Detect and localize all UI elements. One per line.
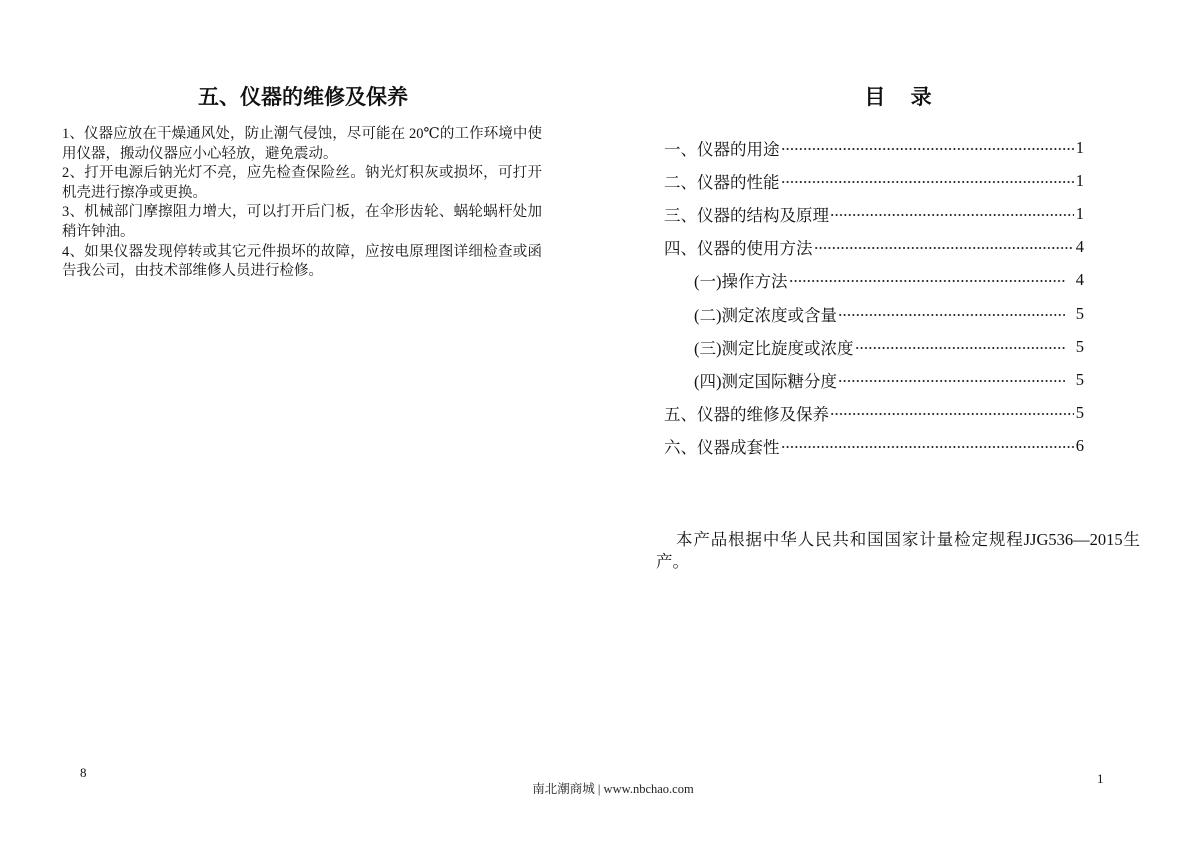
maintenance-item: 3、机械部门摩擦阻力增大，可以打开后门板，在伞形齿轮、蜗轮蜗杆处加稍许钟油。 — [62, 204, 542, 240]
toc-entry — [664, 164, 1084, 197]
toc-dot-leader — [838, 313, 1065, 317]
toc-dot-leader — [789, 279, 1066, 283]
toc-dot-leader — [781, 445, 1075, 449]
toc-title: 目 录 — [864, 85, 932, 109]
toc-entry-label: 三、仪器的结构及原理 — [664, 205, 829, 225]
toc-entry-page: 5 — [1075, 369, 1084, 389]
toc-dot-leader — [838, 379, 1065, 383]
table-of-contents — [664, 131, 1084, 463]
toc-entry — [664, 430, 1084, 463]
standard-note: 本产品根据中华人民共和国国家计量检定规程JJG536—2015生产。 — [656, 530, 1140, 571]
toc-dot-leader — [830, 412, 1074, 416]
toc-entry-label: 二、仪器的性能 — [664, 172, 780, 192]
toc-subentry — [664, 330, 1084, 363]
toc-entry-label: 五、仪器的维修及保养 — [664, 405, 829, 425]
toc-entry — [664, 231, 1084, 264]
toc-entry-page: 1 — [1075, 203, 1084, 223]
toc-entry-label: (二)测定浓度或含量 — [694, 305, 837, 325]
section-title: 五、仪器的维修及保养 — [198, 85, 408, 109]
toc-subentry — [664, 363, 1084, 396]
toc-entry-page: 4 — [1075, 270, 1084, 290]
toc-entry-label: 一、仪器的用途 — [664, 139, 780, 159]
maintenance-item: 4、如果仪器发现停转或其它元件损坏的故障，应按电原理图详细检查或函告我公司，由技术部维修人员进行检修。 — [62, 243, 542, 280]
toc-entry-label: (三)测定比旋度或浓度 — [694, 338, 854, 358]
toc-entry-page: 5 — [1075, 336, 1084, 356]
toc-entry-label: (四)测定国际糖分度 — [694, 371, 837, 391]
toc-entry-page: 5 — [1075, 303, 1084, 323]
toc-entry-label: 四、仪器的使用方法 — [664, 239, 813, 259]
toc-dot-leader — [814, 246, 1075, 250]
toc-entry-page: 4 — [1075, 237, 1084, 257]
toc-dot-leader — [781, 147, 1075, 151]
maintenance-list — [62, 125, 542, 282]
page-number-left: 8 — [80, 765, 87, 780]
toc-subentry — [664, 297, 1084, 330]
maintenance-item: 2、打开电源后钠光灯不亮，应先检查保险丝。钠光灯积灰或损坏，可打开机壳进行擦净或更换。 — [62, 165, 542, 201]
toc-entry-page: 6 — [1075, 436, 1084, 456]
footer-watermark: 南北潮商城 | www.nbchao.com — [532, 782, 694, 796]
toc-dot-leader — [830, 213, 1074, 217]
toc-entry-label: (一)操作方法 — [694, 272, 788, 292]
toc-entry — [664, 397, 1084, 430]
toc-entry-page: 1 — [1075, 137, 1084, 157]
toc-dot-leader — [855, 346, 1066, 350]
toc-subentry — [664, 264, 1084, 297]
toc-entry-page: 1 — [1075, 170, 1084, 190]
toc-entry — [664, 131, 1084, 164]
toc-entry — [664, 197, 1084, 230]
toc-entry-page: 5 — [1075, 403, 1084, 423]
toc-entry-label: 六、仪器成套性 — [664, 438, 780, 458]
page-number-right: 1 — [1097, 771, 1104, 786]
toc-dot-leader — [781, 180, 1075, 184]
maintenance-item: 1、仪器应放在干燥通风处，防止潮气侵蚀，尽可能在 20℃的工作环境中使用仪器，搬动仪器应小心轻放，避免震动。 — [62, 126, 542, 162]
